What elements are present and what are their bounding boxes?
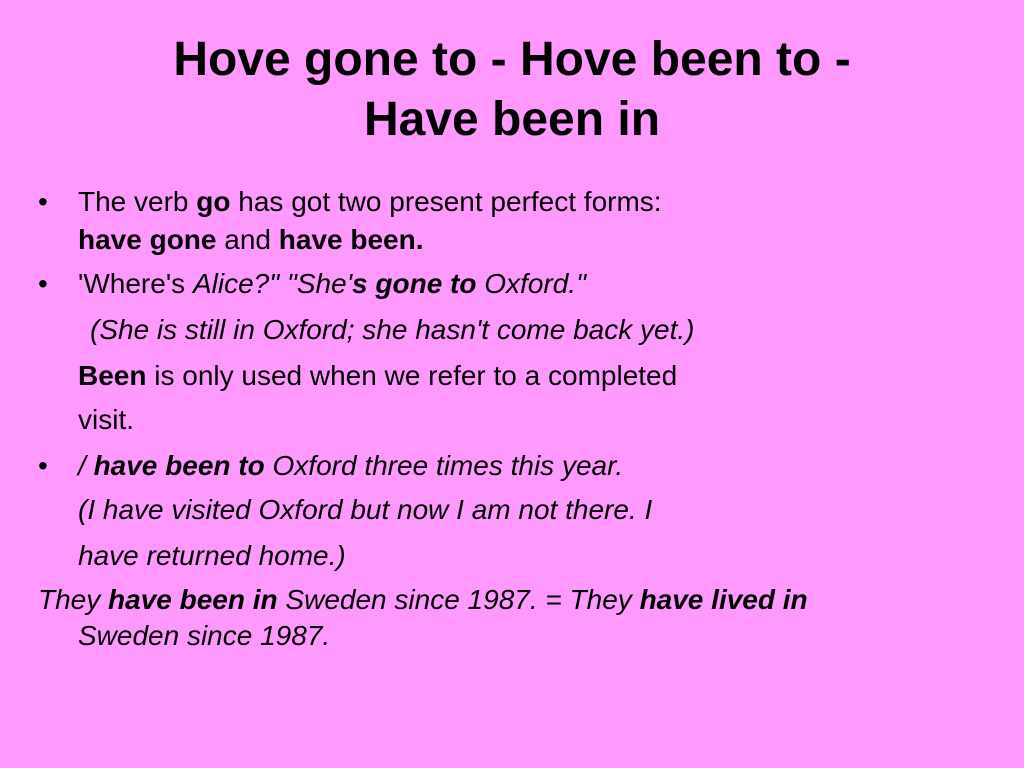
bullet-3-text-c: Oxford three times this year. xyxy=(264,450,624,481)
bullet-2-icon: • xyxy=(38,268,48,299)
bullet-1-text-b: go xyxy=(196,186,231,217)
bullet-2-text-a: 'Where's xyxy=(78,268,193,299)
slide-title-line-1: Hove gone to - Hove been to - xyxy=(173,33,851,86)
slide-title-line-2: Have been in xyxy=(363,93,661,146)
bullet-2-line-3 xyxy=(78,360,677,392)
bullet-3-line-2 xyxy=(78,494,652,526)
paragraph-4-text-a: They xyxy=(38,584,109,615)
bullet-2-line-4 xyxy=(78,404,134,436)
bullet-3-line-3 xyxy=(78,540,346,572)
paragraph-4-text-e: Sweden since 1987. xyxy=(78,620,331,651)
bullet-1-text-c: has got two present perfect forms: xyxy=(230,186,662,217)
bullet-3-text-a: / xyxy=(78,450,94,481)
bullet-1-line-1 xyxy=(78,186,662,218)
bullet-2-text-g: is only used when we refer to a completed xyxy=(146,360,678,391)
bullet-1-text-e: and xyxy=(216,224,279,255)
slide-title xyxy=(0,30,1024,150)
bullet-1-text-a: The verb xyxy=(78,186,197,217)
paragraph-4-text-c: Sweden since 1987. = They xyxy=(277,584,640,615)
bullet-3-line-1 xyxy=(78,450,623,482)
bullet-1-text-f: have been. xyxy=(278,224,424,255)
bullet-1-text-d: have gone xyxy=(78,224,217,255)
bullet-2-text-d: Oxford." xyxy=(476,268,587,299)
paragraph-4-line-1 xyxy=(38,584,808,616)
bullet-1-line-2 xyxy=(78,224,424,256)
bullet-3-text-d: (I have visited Oxford but now I am not there. I xyxy=(78,494,653,525)
bullet-1-icon: • xyxy=(38,186,48,217)
bullet-2-line-2 xyxy=(90,314,694,346)
paragraph-4-text-b: have been in xyxy=(108,584,278,615)
bullet-3-text-b: have been to xyxy=(93,450,265,481)
bullet-2-text-f: Been xyxy=(78,360,147,391)
bullet-2-text-e: (She is still in Oxford; she hasn't come back yet.) xyxy=(90,314,695,345)
bullet-2-text-h: visit. xyxy=(78,404,134,435)
bullet-2-text-b: Alice?" "She' xyxy=(192,268,353,299)
paragraph-4-line-2 xyxy=(78,620,330,652)
bullet-2-text-c: s gone to xyxy=(352,268,477,299)
bullet-3-text-e: have returned home.) xyxy=(78,540,346,571)
bullet-2-line-1 xyxy=(78,268,586,300)
bullet-3-icon: • xyxy=(38,450,48,481)
paragraph-4-text-d: have lived in xyxy=(639,584,808,615)
